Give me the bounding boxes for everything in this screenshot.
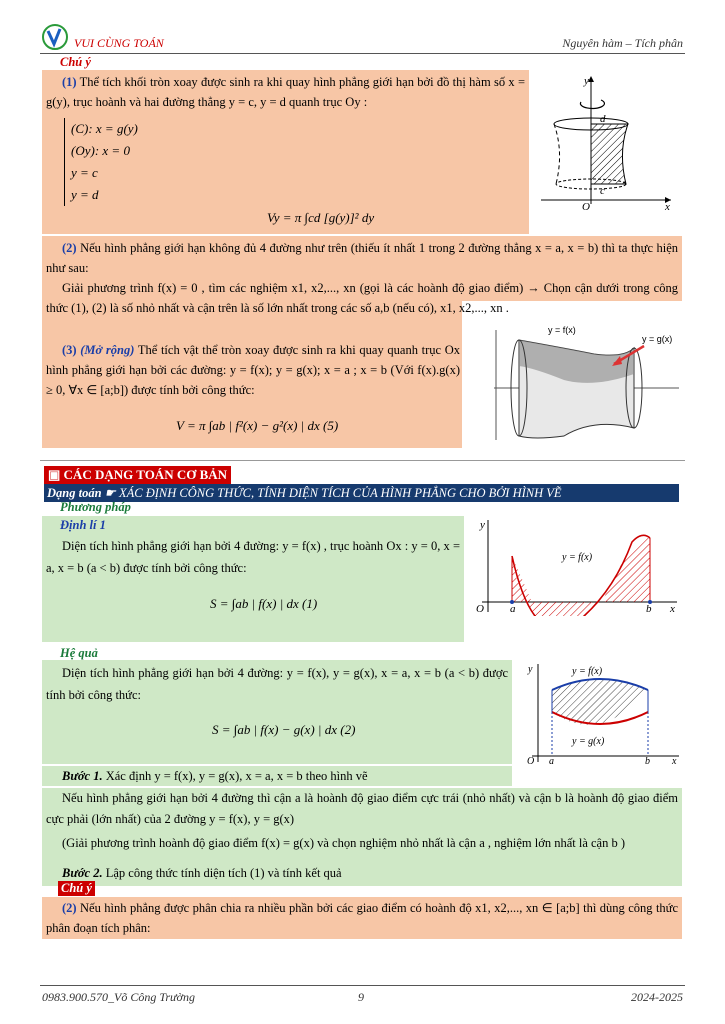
page-header <box>40 30 685 54</box>
item-number: (2) <box>62 901 77 915</box>
corollary-block <box>42 660 512 764</box>
note1-p3-wrap <box>46 278 678 318</box>
section-title <box>44 466 231 484</box>
note1-p4: Thể tích vật thể tròn xoay được sinh ra khi quay quanh trục Ox hình phẳng giới hạn bởi các đường: y = f(x); y = g(x); x = a ; x = b (Với f(x).g(x) ≥ 0, ∀x ∈ [a;b]) được tính bởi công thức: <box>46 343 460 397</box>
footer-year: 2024-2025 <box>631 990 683 1004</box>
note2-label: Chú ý <box>58 881 95 896</box>
note2-text: Nếu hình phẳng được phân chia ra nhiều phần bởi các giao điểm có hoành độ x1, x2,..., xn ∈ [a;b] thì dùng công thức phân đoạn tích phân: <box>46 901 679 935</box>
step2-text: Lập công thức tính diện tích (1) và tính kết quả <box>105 866 342 880</box>
book-icon: ▣ <box>48 467 64 482</box>
shaded-region <box>591 124 628 184</box>
problem-type-label: Dạng toán <box>47 486 102 500</box>
axis-label-y: y <box>584 75 589 87</box>
item-number: (2) <box>62 241 77 255</box>
theorem-text: Diện tích hình phẳng giới hạn bởi 4 đường: y = f(x) , trục hoành Ox : y = 0, x = a, x = b (a < b) được tính bởi công thức: <box>46 539 460 575</box>
area-formula-2: S = ∫ab | f(x) − g(x) | dx (2) <box>212 722 356 737</box>
eq-line: (Oy): x = 0 <box>71 143 130 158</box>
step1-text: Xác định y = f(x), y = g(x), x = a, x = b theo hình vẽ <box>105 769 368 783</box>
item-number: (3) <box>62 343 77 357</box>
axis-label-x: x <box>672 756 677 766</box>
note2-block <box>42 897 682 939</box>
step1-row <box>42 766 512 786</box>
pointing-hand-icon: ☛ <box>104 486 119 500</box>
origin-label: O <box>582 201 590 212</box>
area-formula-1: S = ∫ab | f(x) | dx (1) <box>210 596 318 611</box>
page-footer <box>40 985 685 1004</box>
label-b: b <box>645 756 650 766</box>
note1-p1: Thể tích khối tròn xoay được sinh ra khi quay hình phẳng giới hạn bởi đồ thị hàm số x = g(y), trục hoành và hai đường thẳng y = c, y = d quanh trục Oy : <box>46 75 525 109</box>
step2-row <box>42 864 682 882</box>
volume-formula-oy: Vy = π ∫cd [g(y)]² dy <box>267 210 375 225</box>
label-gx: y = g(x) <box>572 736 605 747</box>
figure-rotation-oy <box>536 72 676 212</box>
axis-label-x: x <box>665 201 670 212</box>
label-c: c <box>600 185 605 197</box>
axis-label-x: x <box>670 603 675 615</box>
rotation-arrow-icon <box>580 100 604 109</box>
brand-name: VUI CÙNG TOÁN <box>74 36 164 50</box>
theorem-block <box>42 516 464 642</box>
axis-label-y: y <box>480 519 485 531</box>
extension-heading: (Mở rộng) <box>80 343 135 357</box>
label-a: a <box>510 603 516 615</box>
step2-label: Bước 2. <box>62 866 103 880</box>
label-a: a <box>549 756 554 766</box>
axis-label-y: y <box>528 664 533 675</box>
figure-area-between <box>524 660 684 766</box>
note1-block <box>42 70 529 234</box>
footer-author: 0983.900.570_Võ Công Trường <box>42 990 195 1004</box>
method-label: Phương pháp <box>60 500 131 514</box>
origin-label: O <box>476 603 484 615</box>
label-fx: y = f(x) <box>562 552 593 563</box>
step1-detail: Nếu hình phẳng giới hạn bởi 4 đường thì cận a là hoành độ giao điểm cực trái (nhỏ nhất) và cận b là hoành độ giao điểm cực phải (lớn nhất) của 2 đường y = f(x), y = g(x) <box>46 791 678 826</box>
note1-p3: Giải phương trình f(x) = 0 , tìm các nghiệm x1, x2,..., xn (gọi là các hoành độ giao điểm) → Chọn cận dưới trong công thức (1), (2) là số nhỏ nhất và cận trên là số lớn nhất trong các số a,b (nếu có), x1, x2,..., xn . <box>46 281 678 315</box>
problem-type-banner <box>44 484 679 502</box>
label-fx: y = f(x) <box>572 666 603 677</box>
corollary-text: Diện tích hình phẳng giới hạn bởi 4 đường: y = f(x), y = g(x), x = a, x = b (a < b) được tính bởi công thức: <box>46 666 508 702</box>
brand-logo-icon <box>42 24 68 50</box>
equation-system <box>64 118 529 206</box>
eq-line: y = c <box>71 165 98 180</box>
corollary-label: Hệ quả <box>60 646 98 660</box>
note1-p2: Nếu hình phẳng giới hạn không đủ 4 đường như trên (thiếu ít nhất 1 trong 2 đường thẳng x = a, x = b) thì ta thực hiện như sau: <box>46 241 678 275</box>
theorem-label: Định lí 1 <box>60 518 106 532</box>
step1-note: (Giải phương trình hoành độ giao điểm f(x) = g(x) và chọn nghiệm nhỏ nhất là cận a , nghiệm lớn nhất là cận b ) <box>62 836 626 850</box>
label-b: b <box>646 603 652 615</box>
origin-label: O <box>527 756 535 766</box>
step1-label: Bước 1. <box>62 769 103 783</box>
volume-formula-ox: V = π ∫ab | f²(x) − g²(x) | dx (5) <box>176 418 339 433</box>
problem-type-text: XÁC ĐỊNH CÔNG THỨC, TÍNH DIỆN TÍCH CỦA HÌNH PHẲNG CHO BỞI HÌNH VẼ <box>119 486 562 500</box>
figure-area-fx <box>472 516 682 616</box>
subject-title: Nguyên hàm – Tích phân <box>562 36 683 50</box>
label-d: d <box>600 113 606 125</box>
page-number: 9 <box>358 990 364 1004</box>
section-title-text: CÁC DẠNG TOÁN CƠ BẢN <box>63 467 228 482</box>
figure-solid-of-revolution <box>474 318 684 448</box>
item-number: (1) <box>62 75 77 89</box>
label-fx: y = f(x) <box>548 325 576 335</box>
label-gx: y = g(x) <box>642 334 673 344</box>
divider <box>40 460 685 461</box>
eq-line: (C): x = g(y) <box>71 121 138 136</box>
eq-line: y = d <box>71 187 99 202</box>
note1-p4-wrap <box>46 340 460 400</box>
note-label: Chú ý <box>60 55 91 69</box>
